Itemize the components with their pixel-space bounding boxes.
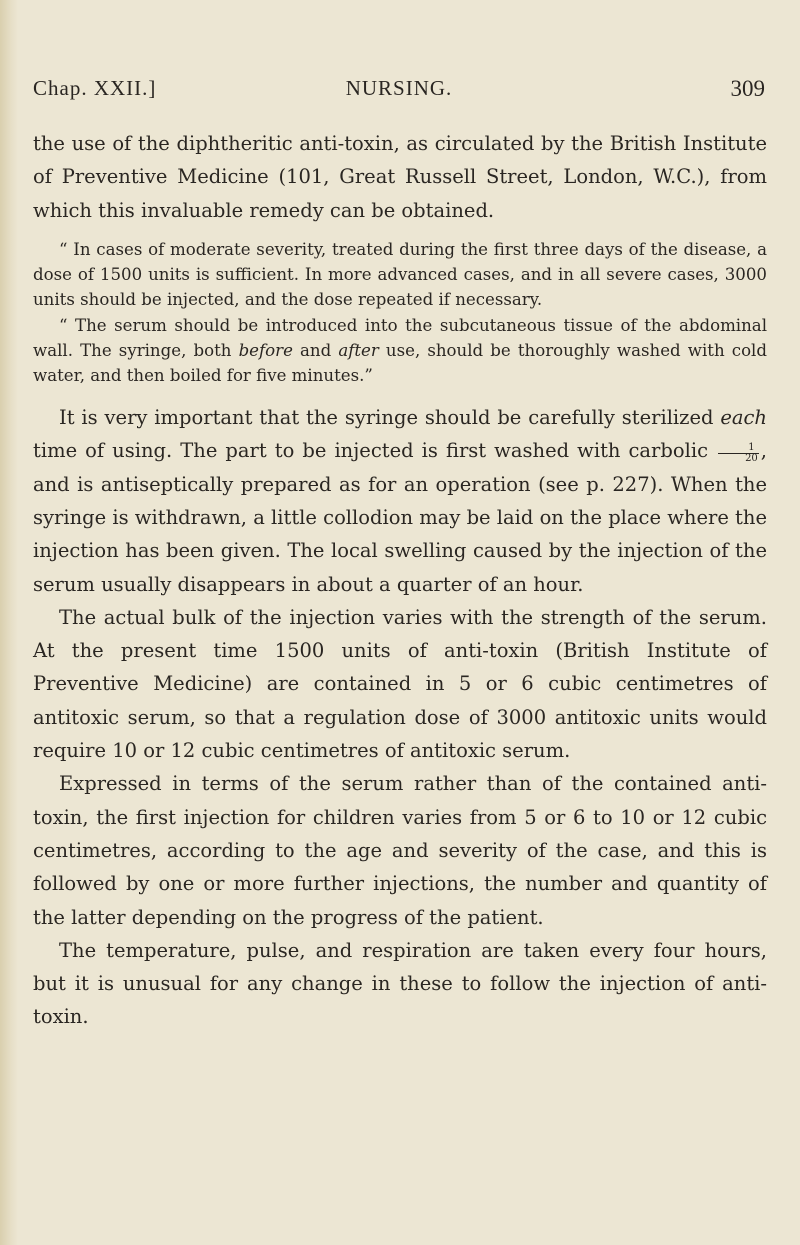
text-run: , and is antiseptically prepared as for an operation (see p. 227). When the syringe is withdrawn, a little collodion may be laid on the place where the injection has been given. The local swelling caused by the injection of the serum usually disappears in about a quarter of an hour.: [33, 439, 767, 596]
page-body: [33, 127, 767, 1034]
chapter-heading: Chap. XXII.]: [33, 76, 157, 100]
text-run: use, should be thoroughly washed with cold water, and then boiled for five minutes.”: [33, 340, 767, 385]
emphasis-each: each: [720, 406, 767, 430]
page-edge-shadow: [0, 0, 18, 1245]
quoted-paragraph-dose: “ In cases of moderate severity, treated during the first three days of the disease, a dose of 1500 units is sufficient. In more advanced cases, and in all severe cases, 3000 units should be injected, and the dose repeated if necessary.: [33, 239, 767, 310]
fraction: [718, 443, 759, 464]
fraction-denominator: 20: [745, 452, 758, 464]
paragraph-sterilization: [33, 401, 767, 601]
text-run: It is very important that the syringe should be carefully sterilized: [59, 406, 721, 430]
paragraph-continuation: the use of the diphtheritic anti-toxin, as circulated by the British Institute of Preventive Medicine (101, Great Russell Street, London, W.C.), from which this invaluable remedy can be obtained.: [33, 132, 767, 222]
text-run: and: [292, 340, 339, 360]
running-title: NURSING.: [345, 76, 453, 100]
quoted-paragraph-serum: [33, 313, 767, 389]
emphasis-before: before: [238, 340, 293, 360]
paragraph-dosage: Expressed in terms of the serum rather than of the contained anti-toxin, the first injection for children varies from 5 or 6 to 10 or 12 cubic centimetres, according to the age and severity of the case, and this is followed by one or more further injections, the number and quantity of the latter depending on the progress of the patient.: [33, 772, 767, 929]
fraction-numerator: 1: [718, 443, 759, 454]
emphasis-after: after: [338, 340, 379, 360]
paragraph-observation: The temperature, pulse, and respiration are taken every four hours, but it is unusual for any change in these to follow the injection of anti-toxin.: [33, 938, 767, 1029]
text-run: “ The serum should be introduced into the subcutaneous tissue of the abdominal wall. The syringe, both: [33, 315, 767, 360]
running-header: [33, 76, 765, 106]
page-number: 309: [730, 76, 765, 101]
text-run: time of using. The part to be injected is first washed with carbolic: [33, 439, 717, 463]
paragraph-bulk: The actual bulk of the injection varies with the strength of the serum. At the present time 1500 units of anti-toxin (British Institute of Preventive Medicine) are contained in 5 or 6 cubic centimetres of antitoxic serum, so that a regulation dose of 3000 antitoxic units would require 10 or 12 cubic centimetres of antitoxic serum.: [33, 605, 767, 763]
